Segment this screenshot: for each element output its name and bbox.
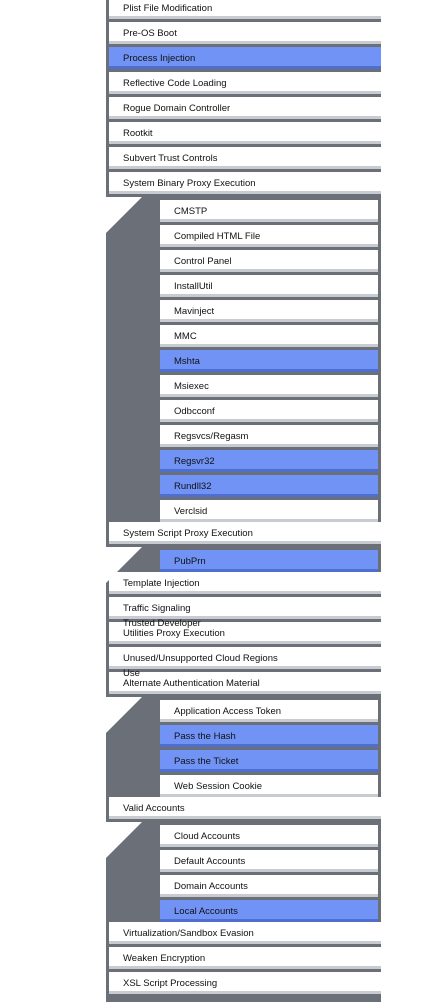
subtechnique-row[interactable] — [160, 325, 378, 347]
technique-label: Domain Accounts — [174, 881, 248, 892]
technique-label: Traffic Signaling — [123, 603, 191, 614]
technique-label: XSL Script Processing — [123, 978, 218, 989]
technique-label: CMSTP — [174, 206, 208, 217]
technique-label: MMC — [174, 331, 197, 342]
technique-row[interactable] — [109, 172, 381, 194]
technique-label: Unused/Unsupported Cloud Regions — [123, 653, 278, 664]
technique-label: Template Injection — [123, 578, 200, 589]
subtechnique-row[interactable] — [160, 300, 378, 322]
technique-row[interactable] — [109, 922, 381, 944]
subtechnique-row[interactable] — [160, 725, 378, 747]
subtechnique-row[interactable] — [160, 700, 378, 722]
technique-label: Trusted Developer — [123, 618, 201, 629]
technique-label: Regsvr32 — [174, 456, 215, 467]
subtechnique-row[interactable] — [160, 225, 378, 247]
technique-label: System Script Proxy Execution — [123, 528, 253, 539]
subtechnique-row[interactable] — [160, 200, 378, 222]
technique-label: Mshta — [174, 356, 200, 367]
technique-row[interactable] — [109, 618, 381, 644]
subtechnique-row[interactable] — [160, 550, 378, 572]
technique-label: Rootkit — [123, 128, 153, 139]
technique-label: PubPrn — [174, 556, 206, 567]
subtechnique-row[interactable] — [160, 875, 378, 897]
technique-row[interactable] — [109, 47, 381, 69]
subtechnique-row[interactable] — [160, 825, 378, 847]
technique-row[interactable] — [109, 972, 381, 994]
subtechnique-row[interactable] — [160, 450, 378, 472]
technique-row[interactable] — [109, 597, 381, 619]
technique-label: Rogue Domain Controller — [123, 103, 231, 114]
technique-label: Utilities Proxy Execution — [123, 628, 225, 639]
technique-row[interactable] — [109, 122, 381, 144]
technique-label: Compiled HTML File — [174, 231, 261, 242]
subtechnique-row[interactable] — [160, 275, 378, 297]
technique-label: Valid Accounts — [123, 803, 185, 814]
technique-label: Subvert Trust Controls — [123, 153, 218, 164]
subtechnique-row[interactable] — [160, 400, 378, 422]
technique-row[interactable] — [109, 0, 381, 19]
technique-label: Alternate Authentication Material — [123, 678, 260, 689]
subtechnique-connector — [106, 197, 142, 233]
subtechnique-row[interactable] — [160, 750, 378, 772]
technique-label: Process Injection — [123, 53, 196, 64]
technique-label: Verclsid — [174, 506, 208, 517]
technique-label: Application Access Token — [174, 706, 282, 717]
technique-label: Use — [123, 668, 140, 679]
technique-label: Pass the Hash — [174, 731, 236, 742]
technique-label: Local Accounts — [174, 906, 238, 917]
subtechnique-row[interactable] — [160, 375, 378, 397]
subtechnique-row[interactable] — [160, 475, 378, 497]
technique-label: Regsvcs/Regasm — [174, 431, 249, 442]
technique-row[interactable] — [109, 97, 381, 119]
technique-label: Odbcconf — [174, 406, 215, 417]
technique-label: InstallUtil — [174, 281, 213, 292]
technique-label: Rundll32 — [174, 481, 212, 492]
subtechnique-connector — [106, 822, 142, 858]
subtechnique-row[interactable] — [160, 500, 378, 522]
subtechnique-row[interactable] — [160, 350, 378, 372]
technique-label: Reflective Code Loading — [123, 78, 227, 89]
technique-label: Weaken Encryption — [123, 953, 206, 964]
technique-row[interactable] — [109, 797, 381, 819]
subtechnique-row[interactable] — [160, 900, 378, 922]
technique-label: System Binary Proxy Execution — [123, 178, 256, 189]
technique-row[interactable] — [109, 647, 381, 669]
technique-label: Pass the Ticket — [174, 756, 239, 767]
technique-row[interactable] — [109, 147, 381, 169]
subtechnique-connector — [106, 697, 142, 733]
technique-row[interactable] — [109, 72, 381, 94]
technique-row[interactable] — [109, 22, 381, 44]
technique-label: Plist File Modification — [123, 3, 213, 14]
technique-label: Virtualization/Sandbox Evasion — [123, 928, 254, 939]
subtechnique-row[interactable] — [160, 250, 378, 272]
technique-label: Mavinject — [174, 306, 215, 317]
technique-label: Msiexec — [174, 381, 209, 392]
technique-label: Control Panel — [174, 256, 232, 267]
technique-label: Pre-OS Boot — [123, 28, 177, 39]
technique-row[interactable] — [109, 947, 381, 969]
technique-label: Cloud Accounts — [174, 831, 241, 842]
subtechnique-row[interactable] — [160, 425, 378, 447]
technique-label: Default Accounts — [174, 856, 246, 867]
technique-label: Web Session Cookie — [174, 781, 263, 792]
subtechnique-row[interactable] — [160, 775, 378, 797]
technique-row[interactable] — [109, 572, 381, 594]
technique-row[interactable] — [109, 522, 381, 544]
subtechnique-row[interactable] — [160, 850, 378, 872]
technique-row[interactable] — [109, 668, 381, 694]
